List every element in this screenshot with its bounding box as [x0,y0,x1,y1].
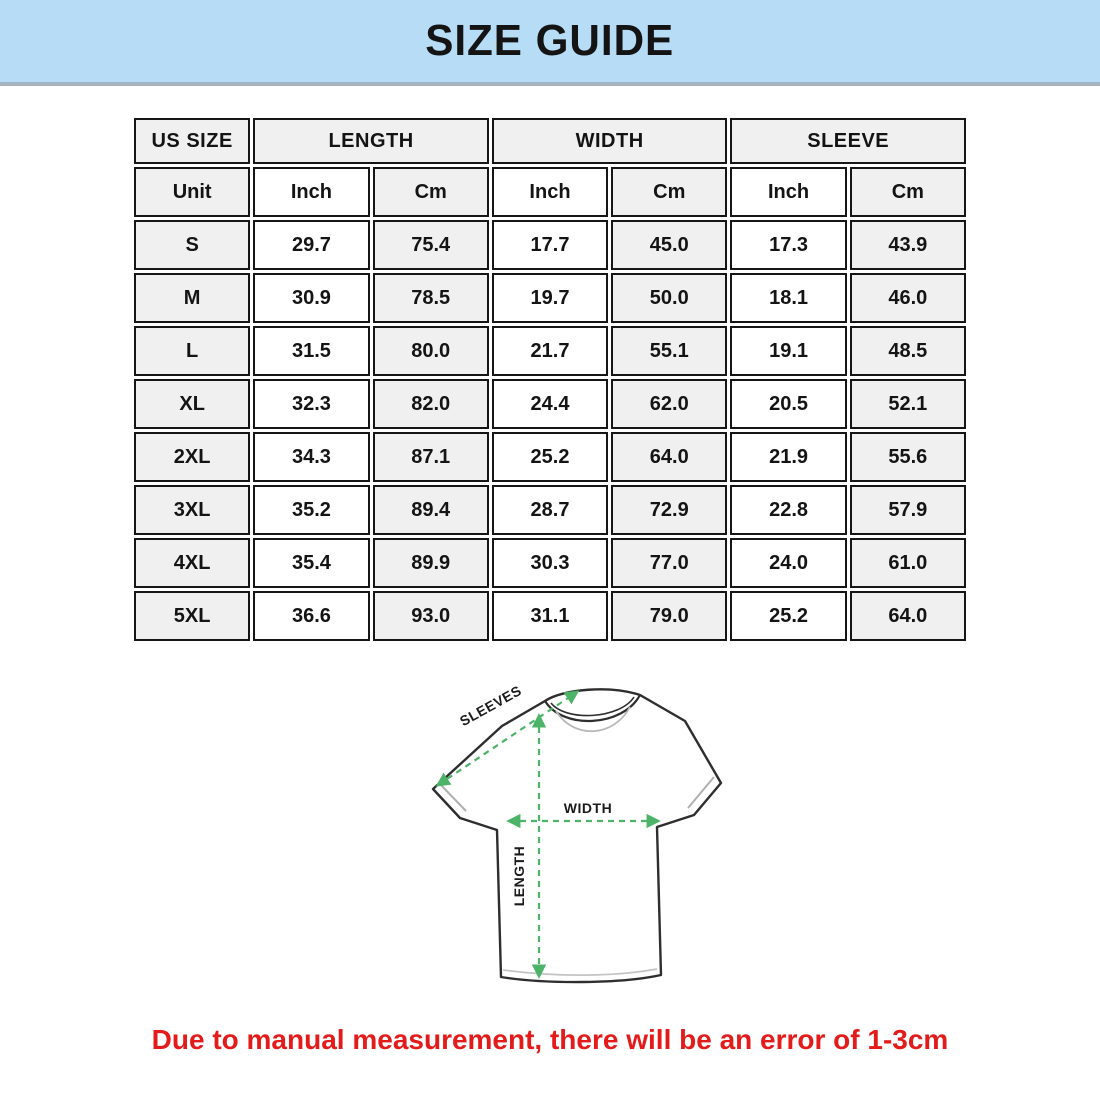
value-cell: 30.3 [492,538,608,588]
measurement-disclaimer: Due to manual measurement, there will be an error of 1-3cm [151,1024,949,1055]
unit-cell: Inch [253,167,369,217]
value-cell: 35.2 [253,485,369,535]
table-header-row [134,118,966,164]
value-cell: 22.8 [730,485,846,535]
value-cell: 87.1 [373,432,489,482]
width-label: WIDTH [563,800,613,816]
value-cell: 29.7 [253,220,369,270]
size-cell: L [134,326,250,376]
banner [0,0,1100,84]
value-cell: 25.2 [730,591,846,641]
size-cell: 4XL [134,538,250,588]
col-header-width: WIDTH [492,118,728,164]
col-header-length: LENGTH [253,118,489,164]
value-cell: 36.6 [253,591,369,641]
unit-cell: Cm [850,167,966,217]
unit-cell: Cm [373,167,489,217]
table-row [134,591,966,641]
page-title: SIZE GUIDE [425,16,675,65]
length-label: LENGTH [511,845,527,907]
value-cell: 52.1 [850,379,966,429]
value-cell: 64.0 [611,432,727,482]
tshirt-outline [433,689,721,982]
value-cell: 48.5 [850,326,966,376]
size-cell: M [134,273,250,323]
value-cell: 72.9 [611,485,727,535]
value-cell: 25.2 [492,432,608,482]
value-cell: 75.4 [373,220,489,270]
value-cell: 64.0 [850,591,966,641]
value-cell: 55.6 [850,432,966,482]
value-cell: 57.9 [850,485,966,535]
value-cell: 21.7 [492,326,608,376]
value-cell: 31.5 [253,326,369,376]
table-row [134,220,966,270]
value-cell: 30.9 [253,273,369,323]
size-cell: XL [134,379,250,429]
value-cell: 50.0 [611,273,727,323]
unit-cell: Inch [730,167,846,217]
value-cell: 43.9 [850,220,966,270]
value-cell: 80.0 [373,326,489,376]
table-row [134,538,966,588]
value-cell: 17.3 [730,220,846,270]
table-row [134,379,966,429]
table-row [134,485,966,535]
value-cell: 55.1 [611,326,727,376]
value-cell: 46.0 [850,273,966,323]
value-cell: 18.1 [730,273,846,323]
tshirt-measurement-diagram [400,664,750,1016]
table-row [134,273,966,323]
value-cell: 34.3 [253,432,369,482]
table-row [134,326,966,376]
value-cell: 89.9 [373,538,489,588]
unit-cell: Inch [492,167,608,217]
value-cell: 45.0 [611,220,727,270]
size-cell: 5XL [134,591,250,641]
value-cell: 61.0 [850,538,966,588]
value-cell: 17.7 [492,220,608,270]
value-cell: 20.5 [730,379,846,429]
size-cell: S [134,220,250,270]
value-cell: 19.7 [492,273,608,323]
value-cell: 32.3 [253,379,369,429]
value-cell: 31.1 [492,591,608,641]
value-cell: 82.0 [373,379,489,429]
value-cell: 24.0 [730,538,846,588]
size-table [131,115,969,644]
value-cell: 77.0 [611,538,727,588]
col-header-sleeve: SLEEVE [730,118,966,164]
unit-label-cell: Unit [134,167,250,217]
unit-cell: Cm [611,167,727,217]
value-cell: 19.1 [730,326,846,376]
unit-row [134,167,966,217]
sleeves-label: SLEEVES [456,682,525,730]
value-cell: 62.0 [611,379,727,429]
value-cell: 24.4 [492,379,608,429]
value-cell: 35.4 [253,538,369,588]
table-row [134,432,966,482]
value-cell: 21.9 [730,432,846,482]
size-cell: 3XL [134,485,250,535]
value-cell: 93.0 [373,591,489,641]
value-cell: 89.4 [373,485,489,535]
col-header-us-size: US SIZE [134,118,250,164]
value-cell: 79.0 [611,591,727,641]
value-cell: 78.5 [373,273,489,323]
value-cell: 28.7 [492,485,608,535]
size-cell: 2XL [134,432,250,482]
